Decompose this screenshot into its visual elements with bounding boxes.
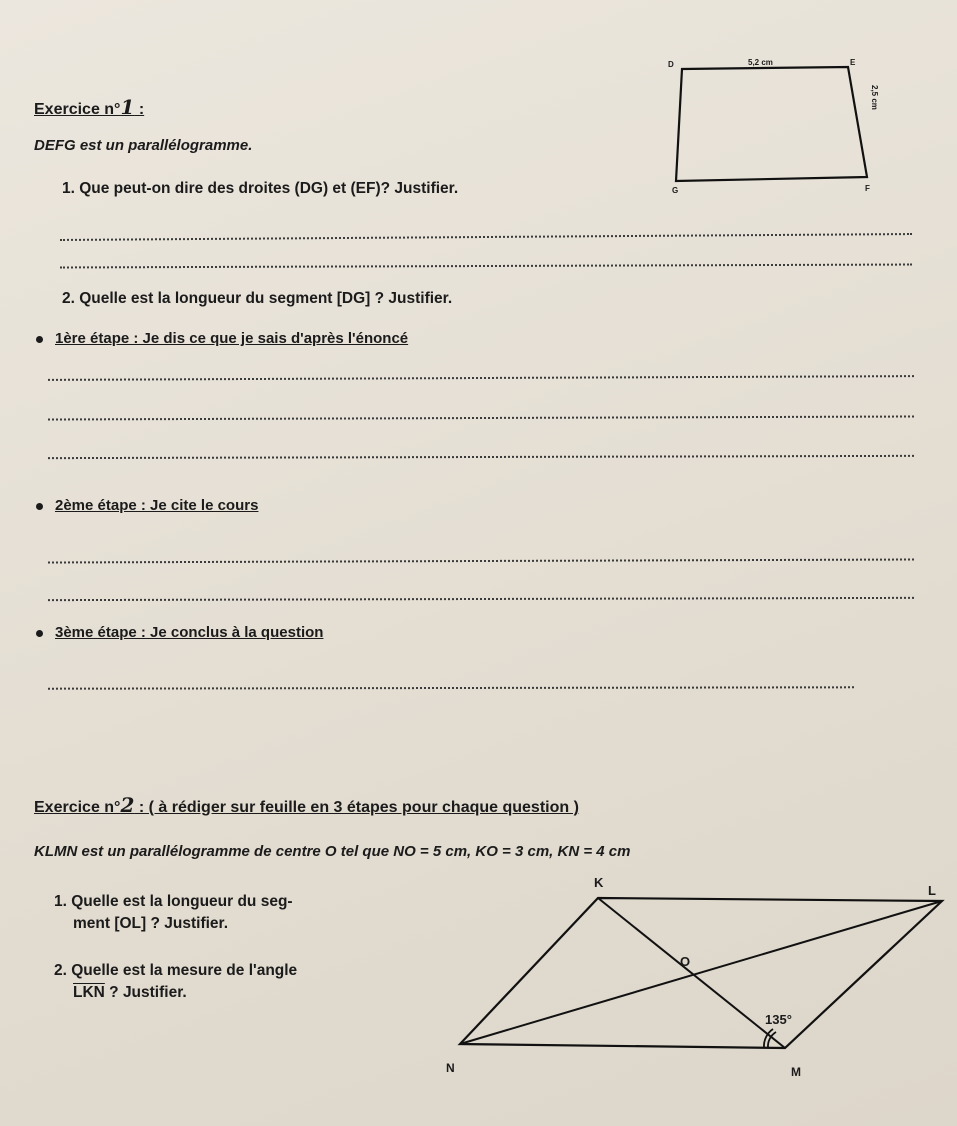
parallelogram-defg-figure bbox=[660, 55, 900, 195]
bullet-icon bbox=[36, 630, 43, 637]
exercise1-question-2: 2. Quelle est la longueur du segment [DG] ? Justifier. bbox=[62, 290, 453, 307]
vertex-label-k: K bbox=[594, 875, 604, 890]
diagonal-km bbox=[598, 898, 785, 1048]
answer-line bbox=[48, 558, 914, 563]
diagonal-nl bbox=[460, 901, 942, 1044]
exercise2-title-prefix: Exercice n° bbox=[34, 799, 121, 816]
vertex-label-d: D bbox=[668, 60, 674, 69]
exercise2-question-1-line2: ment [OL] ? Justifier. bbox=[73, 915, 229, 932]
exercise2-question-2-line2 bbox=[73, 984, 187, 1002]
vertex-label-g: G bbox=[672, 186, 679, 195]
answer-line bbox=[48, 455, 914, 459]
answer-line bbox=[60, 264, 912, 269]
vertex-label-e: E bbox=[850, 58, 856, 67]
vertex-label-f: F bbox=[865, 184, 870, 193]
step-3-text: 3ème étape : Je conclus à la question bbox=[55, 624, 324, 641]
exercise1-title-suffix: : bbox=[134, 101, 145, 118]
answer-line bbox=[48, 415, 914, 420]
exercise1-question-1: 1. Que peut-on dire des droites (DG) et (EF)? Justifier. bbox=[62, 180, 459, 197]
center-label-o: O bbox=[680, 954, 691, 969]
exercise2-title-suffix: : ( à rédiger sur feuille en 3 étapes pour chaque question ) bbox=[134, 799, 579, 816]
exercise2-question-2-line1: 2. Quelle est la mesure de l'angle bbox=[54, 962, 298, 979]
step-3-label bbox=[36, 624, 323, 641]
step-1-text: 1ère étape : Je dis ce que je sais d'après l'énoncé bbox=[55, 330, 409, 347]
parallelogram-defg-shape bbox=[676, 67, 867, 181]
angle-label-135: 135° bbox=[765, 1012, 792, 1027]
parallelogram-klmn-figure bbox=[430, 865, 950, 1115]
bullet-icon bbox=[36, 336, 43, 343]
exercise1-title-prefix: Exercice n° bbox=[34, 101, 121, 118]
exercise1-statement: DEFG est un parallélogramme. bbox=[34, 137, 253, 154]
exercise1-title-number: 1 bbox=[120, 95, 135, 119]
step-2-text: 2ème étape : Je cite le cours bbox=[55, 497, 259, 514]
angle-lkn-notation: $\overline{LKN}$ bbox=[73, 984, 105, 1001]
vertex-label-m: M bbox=[791, 1065, 801, 1079]
vertex-label-l: L bbox=[928, 883, 936, 898]
answer-line bbox=[48, 375, 914, 381]
exercise1-title bbox=[34, 95, 144, 119]
step-1-label bbox=[36, 330, 408, 347]
vertex-label-n: N bbox=[446, 1061, 455, 1075]
answer-line bbox=[48, 686, 854, 689]
exercise2-title-number: 2 bbox=[120, 793, 135, 817]
length-label-right: 2,5 cm bbox=[870, 85, 879, 110]
answer-line bbox=[60, 233, 912, 241]
exercise2-title bbox=[34, 793, 579, 817]
exercise2-question-1-line1: 1. Quelle est la longueur du seg- bbox=[54, 893, 293, 910]
bullet-icon bbox=[36, 503, 43, 510]
exercise2-question-2-rest: ? Justifier. bbox=[104, 984, 187, 1001]
exercise2-statement: KLMN est un parallélogramme de centre O tel que NO = 5 cm, KO = 3 cm, KN = 4 cm bbox=[34, 843, 631, 860]
length-label-top: 5,2 cm bbox=[748, 58, 773, 67]
answer-line bbox=[48, 597, 914, 601]
step-2-label bbox=[36, 497, 258, 514]
